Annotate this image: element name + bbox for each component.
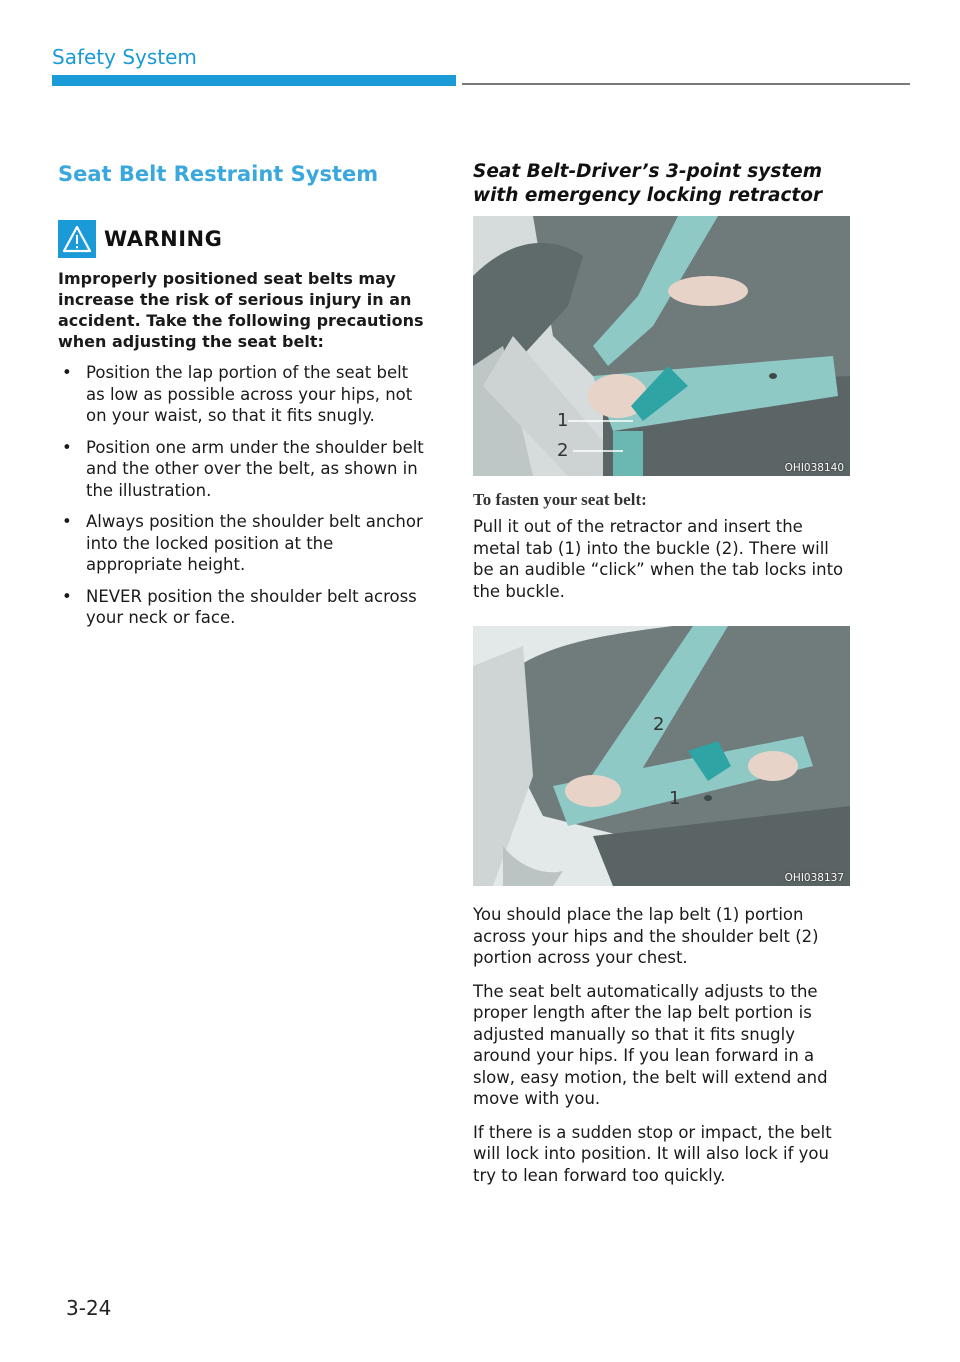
- figure-illustration: [473, 626, 850, 886]
- bullet-icon: •: [62, 512, 72, 531]
- figure-callout-1: 1: [669, 788, 681, 809]
- list-item: [58, 437, 430, 502]
- warning-list: [58, 362, 430, 629]
- figure-code: OHI038137: [784, 872, 844, 884]
- figure-illustration: [473, 216, 850, 476]
- figure-fasten-belt: [473, 216, 850, 476]
- bullet-text: Always position the shoulder belt anchor into the locked position at the appropriate height.: [86, 512, 423, 574]
- body-text: [473, 904, 851, 1186]
- warning-label: WARNING: [104, 227, 223, 251]
- bullet-icon: •: [62, 437, 72, 457]
- warning-header: [58, 220, 430, 258]
- header-bar-rule: [462, 83, 910, 85]
- warning-icon: [58, 220, 96, 258]
- section-title: Seat Belt Restraint System: [58, 162, 379, 186]
- bullet-text: Position the lap portion of the seat belt as low as possible across your hips, not on your waist, so that it fits snugly.: [86, 363, 413, 425]
- section-label: Safety System: [52, 45, 197, 69]
- fasten-paragraph: Pull it out of the retractor and insert the metal tab (1) into the buckle (2). There will be an audible “click” when the tab locks into the buckle.: [473, 517, 844, 601]
- list-item: [58, 511, 430, 576]
- bullet-text: Position one arm under the shoulder belt and the other over the belt, as shown in the illustration.: [86, 437, 424, 500]
- figure-callout-2: 2: [557, 440, 569, 461]
- left-column: [58, 160, 430, 639]
- paragraph: The seat belt automatically adjusts to the proper length after the lap belt portion is adjusted manually so that it fits snugly around your hips. If you lean forward in a slow, easy motion, the belt will extend and move with you.: [473, 981, 828, 1108]
- fasten-heading: To fasten your seat belt:: [473, 490, 647, 509]
- page-number: 3-24: [66, 1296, 112, 1320]
- list-item: [58, 586, 430, 629]
- list-item: [58, 362, 430, 427]
- figure-belt-position: [473, 626, 850, 886]
- figure-code: OHI038140: [784, 462, 844, 474]
- bullet-icon: •: [62, 586, 72, 606]
- subsection-title: Seat Belt-Driver’s 3-point system with emergency locking retractor: [473, 161, 823, 206]
- warning-intro: Improperly positioned seat belts may increase the risk of serious injury in an accident. Take the following precautions when adjusting the seat belt:: [58, 269, 424, 351]
- bullet-icon: •: [62, 363, 72, 382]
- figure-callout-2: 2: [653, 714, 665, 735]
- bullet-text: NEVER position the shoulder belt across your neck or face.: [86, 586, 417, 627]
- figure-callout-1: 1: [557, 410, 569, 431]
- paragraph: You should place the lap belt (1) portion across your hips and the shoulder belt (2) portion across your chest.: [473, 905, 819, 967]
- header-bar-accent: [52, 75, 456, 86]
- right-column: [473, 160, 851, 1198]
- paragraph: If there is a sudden stop or impact, the belt will lock into position. It will also lock if you try to lean forward too quickly.: [473, 1122, 832, 1185]
